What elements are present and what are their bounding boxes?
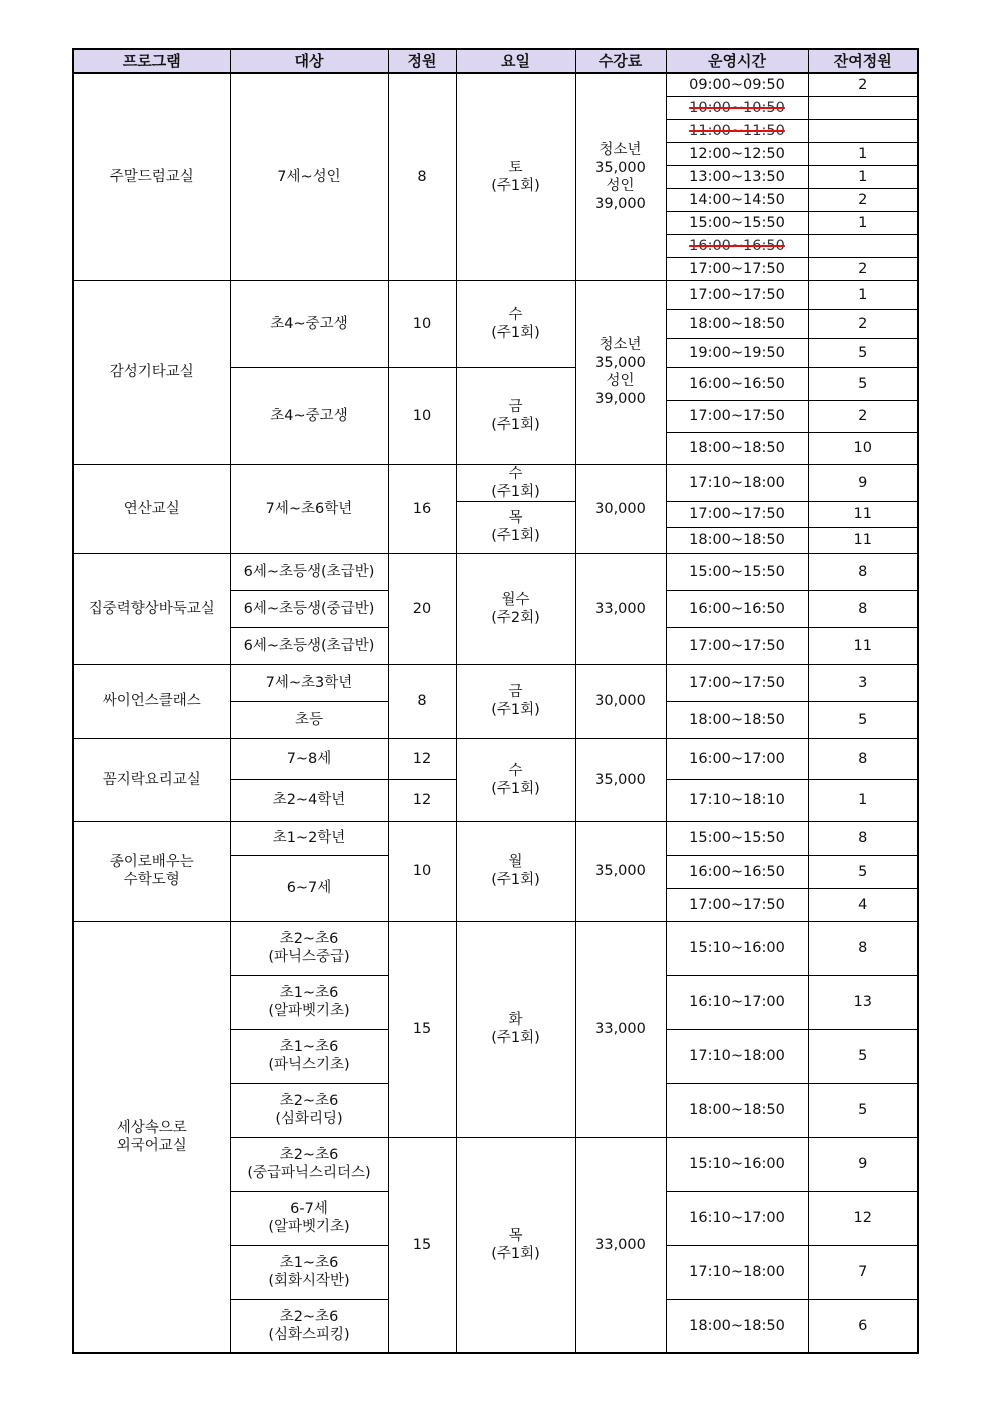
target-cell [230, 1299, 388, 1353]
target-cell: 초1~2학년 [230, 821, 388, 855]
time-cell: 18:00~18:50 [666, 432, 808, 464]
day-frequency: (주1회) [491, 324, 540, 341]
program-name: 꼼지락요리교실 [73, 738, 230, 821]
day-label: 수 [508, 762, 523, 779]
remaining-cell: 8 [808, 553, 918, 590]
table-row [73, 464, 918, 501]
remaining-cell [808, 96, 918, 119]
target-cell: 7세~초3학년 [230, 664, 388, 701]
remaining-cell: 1 [808, 211, 918, 234]
day-frequency: (주1회) [491, 177, 540, 194]
program-name: 주말드럼교실 [73, 73, 230, 280]
table-row [73, 664, 918, 701]
fee-cell: 30,000 [575, 464, 666, 553]
time-cell: 16:00~16:50 [666, 367, 808, 400]
remaining-cell: 11 [808, 501, 918, 527]
capacity-cell: 8 [388, 73, 456, 280]
time-cell: 17:10~18:00 [666, 1029, 808, 1083]
capacity-cell: 12 [388, 779, 456, 821]
remaining-cell: 4 [808, 888, 918, 921]
remaining-cell [808, 234, 918, 257]
time-cell: 18:00~18:50 [666, 701, 808, 738]
remaining-cell: 12 [808, 1191, 918, 1245]
target-course: (회화시작반) [268, 1273, 350, 1289]
time-cell: 15:00~15:50 [666, 211, 808, 234]
day-cell [456, 553, 575, 664]
remaining-cell: 5 [808, 1083, 918, 1137]
time-cell: 16:00~17:00 [666, 738, 808, 779]
capacity-cell: 15 [388, 921, 456, 1137]
day-frequency: (주1회) [491, 872, 540, 888]
target-cell: 6세~초등생(초급반) [230, 627, 388, 664]
remaining-cell: 9 [808, 464, 918, 501]
day-frequency: (주1회) [491, 702, 540, 718]
time-cell: 16:10~17:00 [666, 1191, 808, 1245]
fee-cell [575, 73, 666, 280]
fee-line: 성인 [606, 177, 635, 194]
cancelled-time: 10:00~10:50 [689, 99, 785, 116]
fee-cell [575, 280, 666, 464]
remaining-cell: 2 [808, 73, 918, 96]
day-cell [456, 821, 575, 921]
cancelled-time: 11:00~11:50 [689, 122, 785, 139]
target-cell [230, 1137, 388, 1191]
remaining-cell: 8 [808, 921, 918, 975]
time-cell: 17:00~17:50 [666, 664, 808, 701]
time-cell: 15:10~16:00 [666, 921, 808, 975]
remaining-cell: 11 [808, 627, 918, 664]
time-cell: 17:00~17:50 [666, 280, 808, 309]
day-frequency: (주1회) [491, 483, 540, 500]
target-level: 초1~초6 [279, 1039, 339, 1055]
time-cell: 17:00~17:50 [666, 501, 808, 527]
day-frequency: (주1회) [491, 1030, 540, 1046]
day-cell [456, 367, 575, 464]
remaining-cell: 2 [808, 257, 918, 280]
col-header-target: 대상 [230, 49, 388, 73]
fee-line: 35,000 [595, 355, 646, 371]
target-course: (심화리딩) [275, 1111, 343, 1127]
day-cell [456, 464, 575, 501]
time-cell: 15:00~15:50 [666, 821, 808, 855]
target-cell: 7세~초6학년 [230, 464, 388, 553]
time-cell: 17:10~18:00 [666, 1245, 808, 1299]
capacity-cell: 10 [388, 367, 456, 464]
table-row [73, 280, 918, 309]
target-course: (파닉스중급) [268, 949, 350, 965]
fee-line: 청소년 [599, 337, 642, 353]
time-cell: 13:00~13:50 [666, 165, 808, 188]
program-name-line: 세상속으로 [116, 1119, 187, 1136]
remaining-cell: 1 [808, 779, 918, 821]
remaining-cell: 8 [808, 821, 918, 855]
target-cell: 초4~중고생 [230, 280, 388, 367]
col-header-time: 운영시간 [666, 49, 808, 73]
capacity-cell: 12 [388, 738, 456, 779]
remaining-cell: 5 [808, 338, 918, 367]
capacity-cell: 10 [388, 821, 456, 921]
program-name [73, 821, 230, 921]
target-cell: 초등 [230, 701, 388, 738]
remaining-cell: 6 [808, 1299, 918, 1353]
fee-line: 35,000 [595, 159, 646, 176]
time-cell: 17:00~17:50 [666, 257, 808, 280]
program-name: 집중력향상바둑교실 [73, 553, 230, 664]
target-cell: 6세~초등생(중급반) [230, 590, 388, 627]
remaining-cell: 5 [808, 701, 918, 738]
remaining-cell [808, 119, 918, 142]
time-cell: 17:10~18:00 [666, 464, 808, 501]
program-name-line: 외국어교실 [116, 1137, 187, 1154]
time-cell: 17:00~17:50 [666, 400, 808, 432]
program-name-line: 수학도형 [123, 872, 180, 888]
day-cell [456, 280, 575, 367]
time-cell-cancelled [666, 234, 808, 257]
time-cell: 18:00~18:50 [666, 1083, 808, 1137]
target-cell [230, 921, 388, 975]
target-cell: 초2~4학년 [230, 779, 388, 821]
time-cell: 12:00~12:50 [666, 142, 808, 165]
time-cell: 16:00~16:50 [666, 590, 808, 627]
target-cell: 6세~초등생(초급반) [230, 553, 388, 590]
target-level: 초1~초6 [279, 1255, 339, 1271]
time-cell-cancelled [666, 96, 808, 119]
target-course: (파닉스기초) [268, 1057, 350, 1073]
program-name: 감성기타교실 [73, 280, 230, 464]
day-label: 월수 [501, 591, 530, 608]
time-cell: 16:00~16:50 [666, 855, 808, 888]
target-cell [230, 1245, 388, 1299]
program-name [73, 921, 230, 1353]
remaining-cell: 1 [808, 142, 918, 165]
time-cell: 15:00~15:50 [666, 553, 808, 590]
remaining-cell: 11 [808, 527, 918, 553]
day-label: 수 [508, 306, 523, 323]
time-cell: 15:10~16:00 [666, 1137, 808, 1191]
day-label: 수 [508, 465, 523, 482]
fee-cell: 33,000 [575, 1137, 666, 1353]
time-cell: 17:00~17:50 [666, 627, 808, 664]
remaining-cell: 10 [808, 432, 918, 464]
target-level: 초2~초6 [279, 1308, 339, 1325]
time-cell: 16:10~17:00 [666, 975, 808, 1029]
day-label: 금 [508, 684, 523, 700]
fee-cell: 33,000 [575, 553, 666, 664]
remaining-cell: 1 [808, 280, 918, 309]
table-row [73, 73, 918, 96]
col-header-day: 요일 [456, 49, 575, 73]
remaining-cell: 1 [808, 165, 918, 188]
day-cell [456, 1137, 575, 1353]
day-cell [456, 73, 575, 280]
program-name-line: 종이로배우는 [109, 854, 194, 870]
col-header-program: 프로그램 [73, 49, 230, 73]
day-frequency: (주1회) [491, 528, 540, 544]
fee-cell: 30,000 [575, 664, 666, 738]
target-cell: 7~8세 [230, 738, 388, 779]
day-label: 금 [508, 398, 523, 415]
day-label: 목 [508, 510, 523, 526]
program-name: 연산교실 [73, 464, 230, 553]
day-label: 월 [508, 854, 523, 870]
target-course: (중급파닉스리더스) [247, 1165, 371, 1181]
day-label: 화 [508, 1012, 523, 1028]
remaining-cell: 5 [808, 855, 918, 888]
day-cell [456, 738, 575, 821]
col-header-fee: 수강료 [575, 49, 666, 73]
time-cell: 18:00~18:50 [666, 527, 808, 553]
day-frequency: (주2회) [491, 609, 540, 626]
fee-cell: 35,000 [575, 821, 666, 921]
target-level: 초1~초6 [279, 985, 339, 1001]
fee-line: 39,000 [595, 391, 646, 407]
program-name: 싸이언스클래스 [73, 664, 230, 738]
remaining-cell: 9 [808, 1137, 918, 1191]
time-cell: 17:10~18:10 [666, 779, 808, 821]
day-cell [456, 921, 575, 1137]
remaining-cell: 2 [808, 400, 918, 432]
day-frequency: (주1회) [491, 780, 540, 797]
target-level: 6-7세 [290, 1201, 328, 1217]
capacity-cell: 10 [388, 280, 456, 367]
remaining-cell: 2 [808, 188, 918, 211]
target-course: (심화스피킹) [268, 1326, 350, 1343]
remaining-cell: 13 [808, 975, 918, 1029]
table-row [73, 553, 918, 590]
time-cell: 14:00~14:50 [666, 188, 808, 211]
day-frequency: (주1회) [491, 416, 540, 433]
fee-line: 성인 [606, 373, 635, 389]
remaining-cell: 8 [808, 590, 918, 627]
fee-cell: 33,000 [575, 921, 666, 1137]
time-cell-cancelled [666, 119, 808, 142]
fee-cell: 35,000 [575, 738, 666, 821]
capacity-cell: 8 [388, 664, 456, 738]
class-schedule-table [72, 48, 919, 1354]
target-level: 초2~초6 [279, 1093, 339, 1109]
col-header-remaining: 잔여정원 [808, 49, 918, 73]
time-cell: 09:00~09:50 [666, 73, 808, 96]
cancelled-time: 16:00~16:50 [689, 237, 785, 254]
capacity-cell: 16 [388, 464, 456, 553]
time-cell: 17:00~17:50 [666, 888, 808, 921]
fee-line: 39,000 [595, 195, 646, 212]
remaining-cell: 2 [808, 309, 918, 338]
day-label: 토 [508, 159, 523, 176]
capacity-cell: 15 [388, 1137, 456, 1353]
day-label: 목 [508, 1227, 523, 1244]
table-row [73, 738, 918, 779]
remaining-cell: 5 [808, 367, 918, 400]
remaining-cell: 5 [808, 1029, 918, 1083]
day-cell [456, 664, 575, 738]
col-header-capacity: 정원 [388, 49, 456, 73]
remaining-cell: 8 [808, 738, 918, 779]
remaining-cell: 7 [808, 1245, 918, 1299]
table-row [73, 921, 918, 975]
target-cell [230, 1029, 388, 1083]
time-cell: 18:00~18:50 [666, 309, 808, 338]
fee-line: 청소년 [599, 141, 642, 158]
capacity-cell: 20 [388, 553, 456, 664]
target-cell [230, 1191, 388, 1245]
time-cell: 19:00~19:50 [666, 338, 808, 367]
target-cell [230, 975, 388, 1029]
target-cell: 6~7세 [230, 855, 388, 921]
table-row [73, 821, 918, 855]
day-frequency: (주1회) [491, 1245, 540, 1262]
header-row [73, 49, 918, 73]
target-level: 초2~초6 [279, 931, 339, 947]
target-cell: 초4~중고생 [230, 367, 388, 464]
target-level: 초2~초6 [279, 1147, 339, 1163]
target-cell: 7세~성인 [230, 73, 388, 280]
target-course: (알파벳기초) [268, 1003, 350, 1019]
target-course: (알파벳기초) [268, 1219, 350, 1235]
remaining-cell: 3 [808, 664, 918, 701]
target-cell [230, 1083, 388, 1137]
time-cell: 18:00~18:50 [666, 1299, 808, 1353]
day-cell [456, 501, 575, 553]
